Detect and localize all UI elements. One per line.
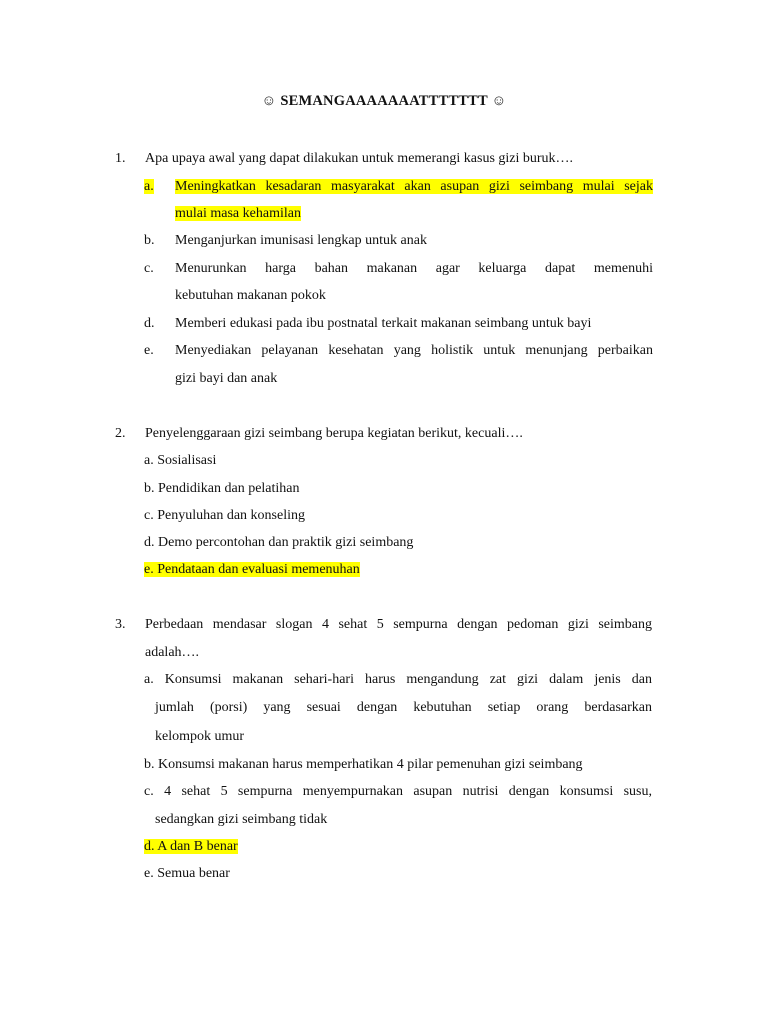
question-3-text-line2: adalah…. (145, 645, 200, 660)
question-1-option-e-letter: e. (144, 343, 154, 358)
question-3-option-b: b. Konsumsi makanan harus memperhatikan 4 pilar pemenuhan gizi seimbang (144, 757, 583, 772)
question-1-number: 1. (115, 151, 126, 166)
question-3-option-a-line1: a. Konsumsi makanan sehari-hari harus mengandung zat gizi dalam jenis dan (144, 672, 652, 687)
question-1-option-b-letter: b. (144, 233, 155, 248)
question-1-option-a-letter: a. (144, 179, 154, 194)
question-3-number: 3. (115, 617, 126, 632)
question-3-option-d: d. A dan B benar (144, 839, 238, 854)
question-1-option-a-line1: Meningkatkan kesadaran masyarakat akan asupan gizi seimbang mulai sejak (175, 179, 653, 194)
question-3-option-e: e. Semua benar (144, 866, 230, 881)
question-1-option-a-line2: mulai masa kehamilan (175, 206, 301, 221)
question-1-option-c-letter: c. (144, 261, 154, 276)
question-1-option-b-text: Menganjurkan imunisasi lengkap untuk anak (175, 233, 427, 248)
question-3-option-a-line2: jumlah (porsi) yang sesuai dengan kebutuhan setiap orang berdasarkan (155, 700, 652, 715)
question-1-option-d-letter: d. (144, 316, 155, 331)
page-title: ☺ SEMANGAAAAAAATTTTTTT ☺ (261, 93, 507, 109)
question-2-option-e: e. Pendataan dan evaluasi memenuhan (144, 562, 360, 577)
question-2-option-c: c. Penyuluhan dan konseling (144, 508, 305, 523)
question-3-option-c-line1: c. 4 sehat 5 sempurna menyempurnakan asupan nutrisi dengan konsumsi susu, (144, 784, 652, 799)
question-2-option-b: b. Pendidikan dan pelatihan (144, 481, 300, 496)
question-3-option-a-line3: kelompok umur (155, 729, 245, 744)
question-3-text-line1: Perbedaan mendasar slogan 4 sehat 5 sempurna dengan pedoman gizi seimbang (145, 617, 652, 632)
question-1-option-e-line1: Menyediakan pelayanan kesehatan yang holistik untuk menunjang perbaikan (175, 343, 653, 358)
question-1-option-c-line2: kebutuhan makanan pokok (175, 288, 326, 303)
question-2-option-a: a. Sosialisasi (144, 453, 217, 468)
question-1-option-c-line1: Menurunkan harga bahan makanan agar keluarga dapat memenuhi (175, 261, 653, 276)
question-2-number: 2. (115, 426, 126, 441)
question-1-option-e-line2: gizi bayi dan anak (175, 371, 278, 386)
question-1-text: Apa upaya awal yang dapat dilakukan untuk memerangi kasus gizi buruk…. (145, 151, 574, 166)
question-3-option-c-line2: sedangkan gizi seimbang tidak (155, 812, 328, 827)
question-2-text: Penyelenggaraan gizi seimbang berupa kegiatan berikut, kecuali…. (145, 426, 523, 441)
question-2-option-d: d. Demo percontohan dan praktik gizi seimbang (144, 535, 414, 550)
question-1-option-d-text: Memberi edukasi pada ibu postnatal terkait makanan seimbang untuk bayi (175, 316, 592, 331)
